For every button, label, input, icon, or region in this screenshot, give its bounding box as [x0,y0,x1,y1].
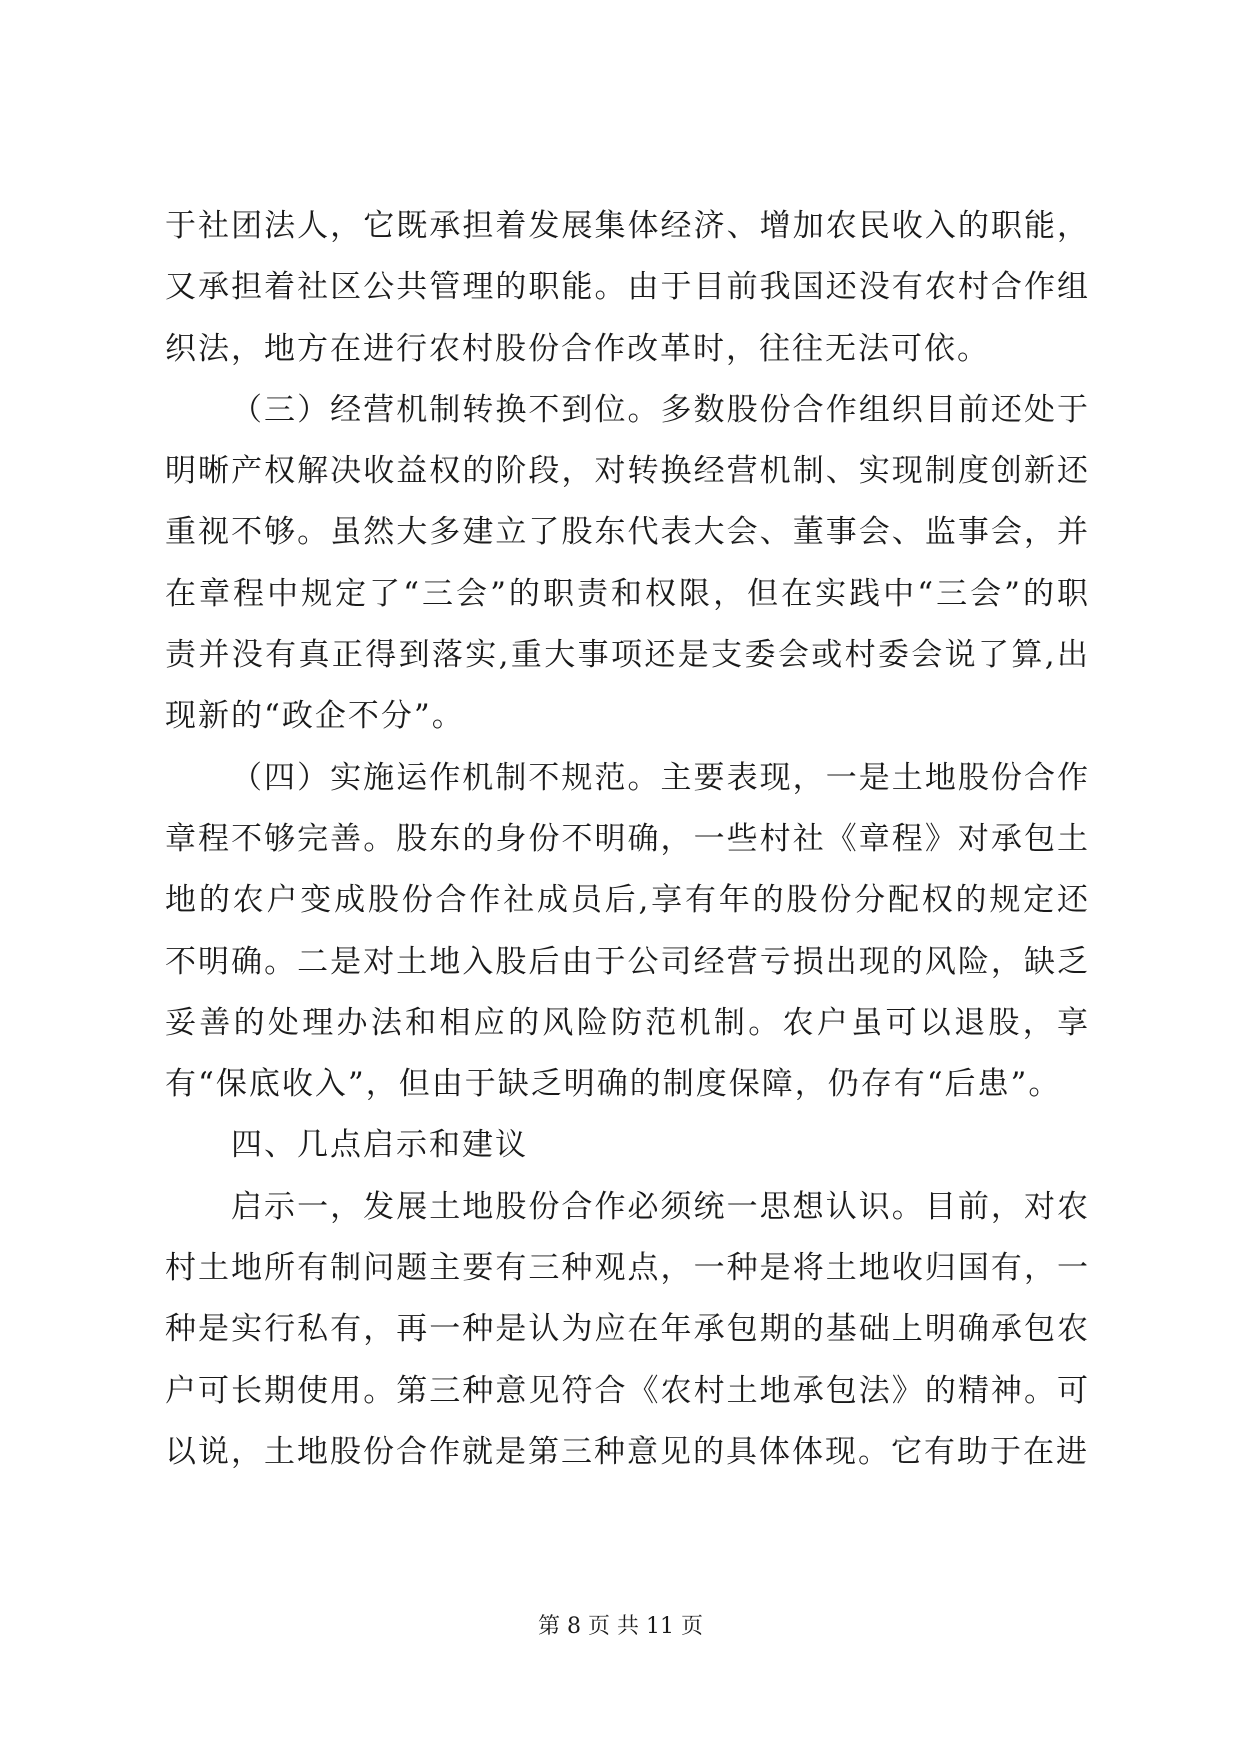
body-text [165,196,1090,1483]
section-heading: 四、几点启示和建议 [231,1127,528,1164]
paragraph-section-four: （四）实施运作机制不规范。主要表现，一是土地股份合作章程不够完善。股东的身份不明确，一些村社《章程》对承包土地的农户变成股份合作社成员后,享有年的股份分配权的规定还不明确。二是对土地入股后由于公司经营亏损出现的风险，缺乏妥善的处理办法和相应的风险防范机制。农户虽可以退股，享有“保底收入”，但由于缺乏明确的制度保障，仍存有“后患”。 [165,759,1090,1103]
paragraph-continuation: 于社团法人，它既承担着发展集体经济、增加农民收入的职能，又承担着社区公共管理的职能。由于目前我国还没有农村合作组织法，地方在进行农村股份合作改革时，往往无法可依。 [165,208,1090,367]
page-number-footer: 第 8 页 共 11 页 [538,1614,703,1639]
paragraph-section-three: （三）经营机制转换不到位。多数股份合作组织目前还处于明晰产权解决收益权的阶段，对转换经营机制、实现制度创新还重视不够。虽然大多建立了股东代表大会、董事会、监事会，并在章程中规定了“三会”的职责和权限，但在实践中“三会”的职责并没有真正得到落实,重大事项还是支委会或村委会说了算,出现新的“政企不分”。 [165,391,1090,735]
paragraph-insight-one: 启示一，发展土地股份合作必须统一思想认识。目前，对农村土地所有制问题主要有三种观点，一种是将土地收归国有，一种是实行私有，再一种是认为应在年承包期的基础上明确承包农户可长期使用。第三种意见符合《农村土地承包法》的精神。可以说，土地股份合作就是第三种意见的具体体现。它有助于在进 [165,1188,1090,1470]
